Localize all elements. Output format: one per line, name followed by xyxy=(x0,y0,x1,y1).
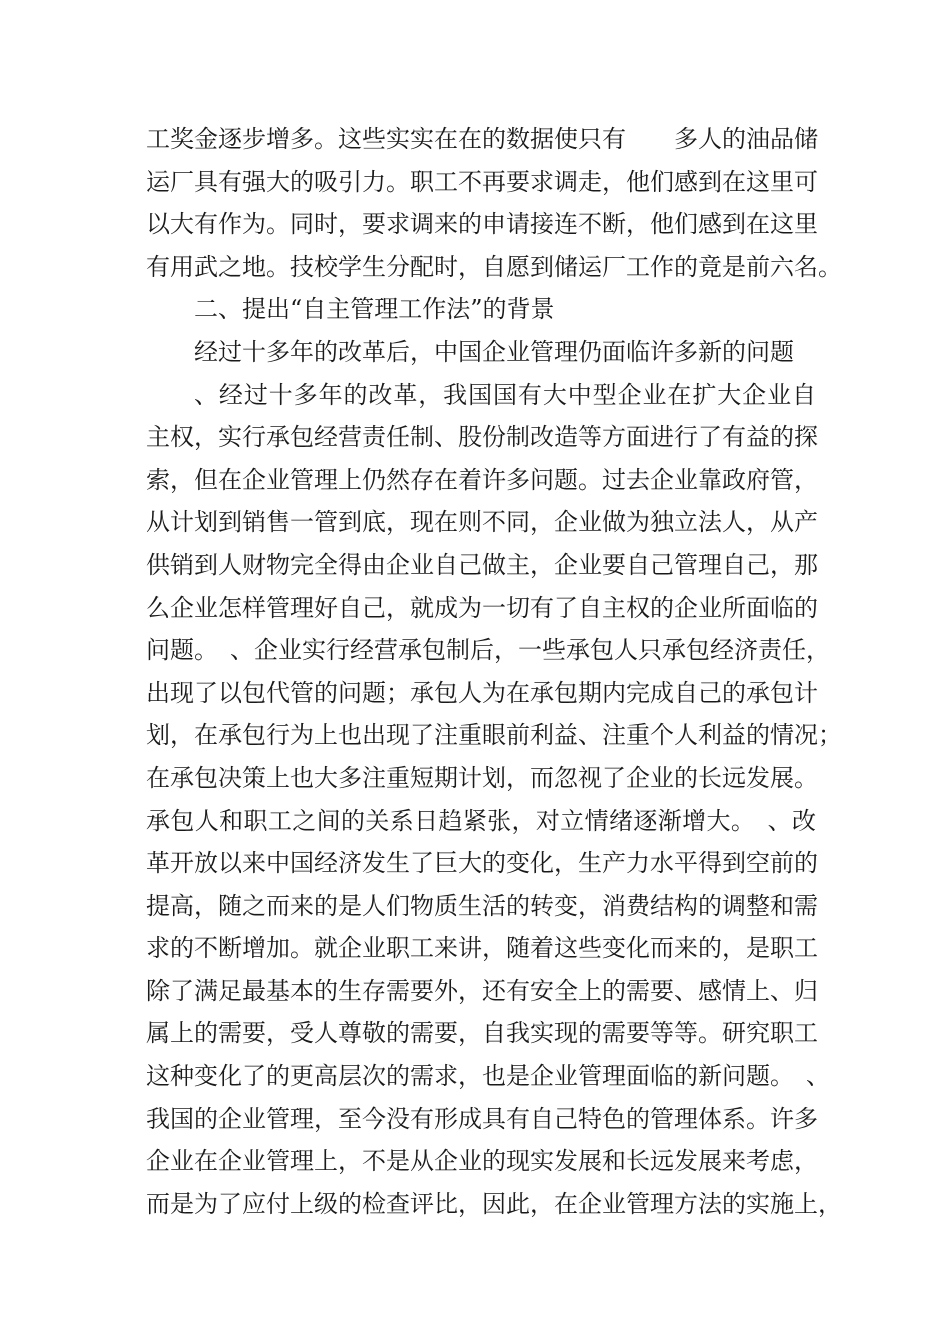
text-line: 划，在承包行为上也出现了注重眼前利益、注重个人利益的情况； xyxy=(146,721,842,750)
text-line: 承包人和职工之间的关系日趋紧张，对立情绪逐渐增大。 、改 xyxy=(146,806,816,835)
text-line: 在承包决策上也大多注重短期计划，而忽视了企业的长远发展。 xyxy=(146,763,818,792)
text-line: 主权，实行承包经营责任制、股份制改造等方面进行了有益的探 xyxy=(146,423,818,452)
body-text xyxy=(146,118,842,1225)
section-heading: 二、提出“自主管理工作法”的背景 xyxy=(194,295,555,324)
text-line: 企业在企业管理上，不是从企业的现实发展和长远发展来考虑， xyxy=(146,1147,818,1176)
text-line: 属上的需要，受人尊敬的需要，自我实现的需要等等。研究职工 xyxy=(146,1019,818,1048)
text-line: 我国的企业管理，至今没有形成具有自己特色的管理体系。许多 xyxy=(146,1104,818,1133)
text-line: 从计划到销售一管到底，现在则不同，企业做为独立法人，从产 xyxy=(146,508,818,537)
text-line: 提高，随之而来的是人们物质生活的转变，消费结构的调整和需 xyxy=(146,891,818,920)
text-line: 求的不断增加。就企业职工来讲，随着这些变化而来的，是职工 xyxy=(146,934,818,963)
text-line: 经过十多年的改革后，中国企业管理仍面临许多新的问题 xyxy=(194,337,794,366)
text-line: 有用武之地。技校学生分配时，自愿到储运厂工作的竟是前六名。 xyxy=(146,252,842,281)
text-line: 工奖金逐步增多。这些实实在在的数据使只有 多人的油品储 xyxy=(146,125,818,153)
text-line: 供销到人财物完全得由企业自己做主，企业要自己管理自己，那 xyxy=(146,550,818,579)
text-line: 么企业怎样管理好自己，就成为一切有了自主权的企业所面临的 xyxy=(146,593,818,622)
text-line: 除了满足最基本的生存需要外，还有安全上的需要、感情上、归 xyxy=(146,976,818,1005)
text-line: 问题。 、企业实行经营承包制后，一些承包人只承包经济责任， xyxy=(146,636,830,665)
text-line: 运厂具有强大的吸引力。职工不再要求调走，他们感到在这里可 xyxy=(146,167,818,196)
text-line: 革开放以来中国经济发生了巨大的变化，生产力水平得到空前的 xyxy=(146,849,818,878)
text-line: 、经过十多年的改革，我国国有大中型企业在扩大企业自 xyxy=(194,380,816,409)
text-line: 以大有作为。同时，要求调来的申请接连不断，他们感到在这里 xyxy=(146,210,818,239)
text-line: 出现了以包代管的问题；承包人为在承包期内完成自己的承包计 xyxy=(146,678,818,707)
text-line: 而是为了应付上级的检查评比，因此，在企业管理方法的实施上， xyxy=(146,1189,842,1218)
text-line: 索，但在企业管理上仍然存在着许多问题。过去企业靠政府管， xyxy=(146,465,818,494)
text-line: 这种变化了的更高层次的需求，也是企业管理面临的新问题。 、 xyxy=(146,1062,830,1091)
